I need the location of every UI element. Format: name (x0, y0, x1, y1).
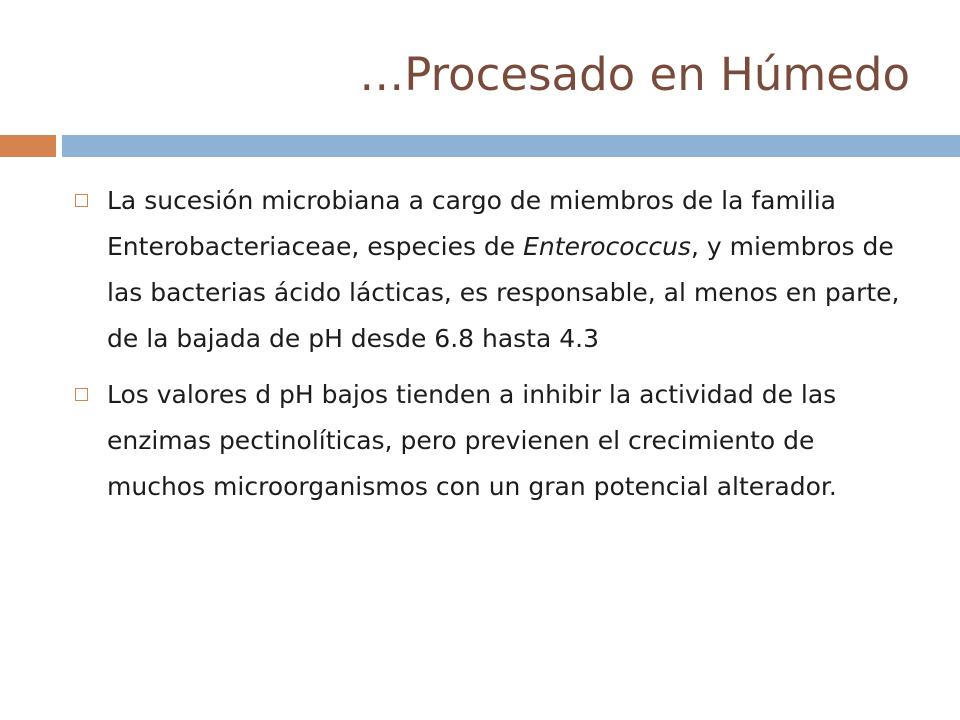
slide-title: …Procesado en Húmedo (359, 48, 910, 101)
bullet-text-italic-segment: Enterococcus (523, 232, 691, 261)
bullet-item (60, 372, 920, 510)
accent-bar-blue (62, 135, 960, 157)
bullet-text-segment: Los valores d pH bajos tienden a inhibir la actividad de las enzimas pectinolíticas, pero previenen el crecimiento de muchos microorganismos con un gran potencial alterador. (107, 380, 837, 501)
bullet-text-segment: , y miembros de las bacterias ácido lácticas, es responsable, al menos en parte, de la bajada de pH desde 6.8 hasta 4.3 (107, 232, 900, 353)
accent-bar-orange (0, 135, 56, 157)
bullet-list (60, 178, 920, 520)
bullet-item (60, 178, 920, 362)
square-bullet-icon (75, 388, 88, 401)
square-bullet-icon (75, 194, 88, 207)
bullet-text-segment: La sucesión microbiana a cargo de miembros de la familia Enterobacteriaceae, especies de (107, 186, 836, 261)
